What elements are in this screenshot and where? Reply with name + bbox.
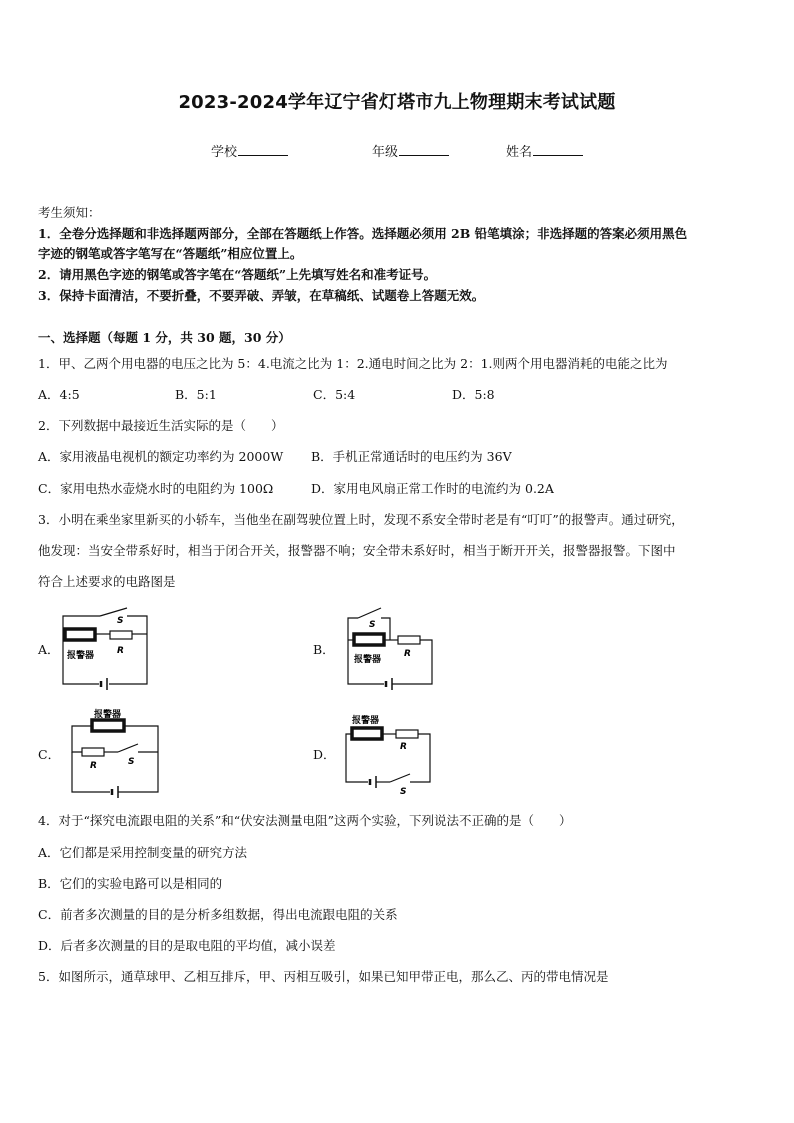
q3-option-a-letter[interactable]: A．: [38, 642, 60, 657]
switch-label-a: S: [117, 616, 124, 626]
q2-option-b[interactable]: B．手机正常通话时的电压约为 36V: [311, 449, 512, 464]
q3-option-d-letter[interactable]: D．: [313, 747, 336, 762]
grade-field: [372, 141, 449, 160]
name-blank[interactable]: [533, 143, 583, 156]
grade-label: 年级: [372, 145, 399, 160]
alarm-label-a: 报警器: [67, 651, 95, 661]
q3-option-c-letter[interactable]: C．: [38, 747, 61, 762]
school-blank[interactable]: [238, 143, 288, 156]
switch-label-d: S: [400, 787, 407, 796]
q1-option-d[interactable]: D．5:8: [452, 387, 495, 402]
q3-stem-line-3: 符合上述要求的电路图是: [38, 574, 176, 589]
notice-item-1: 1．全卷分选择题和非选择题两部分，全部在答题纸上作答。选择题必须用 2B 铅笔填涂；非选择题的答案必须用黑色: [38, 226, 688, 241]
q3-option-b-letter[interactable]: B．: [313, 642, 335, 657]
q4-option-a[interactable]: A．它们都是采用控制变量的研究方法: [38, 845, 248, 860]
resistor-label-a: R: [117, 646, 124, 656]
resistor-r-d: [396, 730, 418, 738]
school-field: [211, 141, 288, 160]
school-label: 学校: [211, 145, 238, 160]
q1-option-b[interactable]: B．5:1: [175, 387, 217, 402]
alarm-label-c: 报警器: [94, 710, 122, 720]
grade-blank[interactable]: [399, 143, 449, 156]
q1-option-a[interactable]: A．4:5: [38, 387, 80, 402]
notice-item-3: 3．保持卡面清洁，不要折叠，不要弄破、弄皱，在草稿纸、试题卷上答题无效。: [38, 288, 485, 303]
q3-stem-line-1: 3．小明在乘坐家里新买的小轿车，当他坐在副驾驶位置上时，发现不系安全带时老是有“叮叮”的报警声。通过研究，: [38, 512, 684, 527]
q2-stem: 2．下列数据中最接近生活实际的是（ ）: [38, 418, 284, 433]
notice-item-2: 2．请用黑色字迹的钢笔或答字笔在“答题纸”上先填写姓名和准考证号。: [38, 267, 437, 282]
switch-label-b: S: [369, 620, 376, 630]
q1-stem: 1．甲、乙两个用电器的电压之比为 5：4.电流之比为 1：2.通电时间之比为 2：1.则两个用电器消耗的电能之比为: [38, 356, 668, 371]
alarm-label-b: 报警器: [354, 655, 382, 665]
alarm-label-d: 报警器: [352, 716, 380, 726]
q1-option-c[interactable]: C．5:4: [313, 387, 356, 402]
switch-label-c: S: [128, 757, 135, 767]
q2-option-a[interactable]: A．家用液晶电视机的额定功率约为 2000W: [38, 449, 284, 464]
page-title: 2023-2024学年辽宁省灯塔市九上物理期末考试试题: [178, 92, 616, 113]
switch-s-a: [100, 608, 127, 616]
notice-item-1-cont: 字迹的钢笔或答字笔写在“答题纸”相应位置上。: [38, 246, 303, 261]
resistor-label-c: R: [90, 761, 97, 771]
q4-stem: 4．对于“探究电流跟电阻的关系”和“伏安法测量电阻”这两个实验，下列说法不正确的是（ ）: [38, 813, 572, 828]
circuit-diagram-b: [340, 604, 440, 690]
resistor-r-c: [82, 748, 104, 756]
circuit-diagram-a: [55, 606, 165, 690]
notice-heading: 考生须知：: [38, 205, 101, 220]
q4-option-b[interactable]: B．它们的实验电路可以是相同的: [38, 876, 223, 891]
alarm-box-c: [92, 720, 124, 731]
circuit-diagram-c: [66, 706, 166, 800]
q2-option-c[interactable]: C．家用电热水壶烧水时的电阻约为 100Ω: [38, 481, 274, 496]
resistor-label-b: R: [404, 649, 411, 659]
q2-option-d[interactable]: D．家用电风扇正常工作时的电流约为 0.2A: [311, 481, 554, 496]
alarm-box-d: [352, 728, 382, 739]
alarm-box-b: [354, 634, 384, 645]
resistor-label-d: R: [400, 742, 407, 752]
name-label: 姓名: [506, 145, 533, 160]
section-heading: 一、选择题（每题 1 分，共 30 题，30 分）: [38, 330, 291, 345]
q4-option-c[interactable]: C．前者多次测量的目的是分析多组数据，得出电流跟电阻的关系: [38, 907, 398, 922]
circuit-diagram-d: [340, 710, 440, 796]
q3-stem-line-2: 他发现：当安全带系好时，相当于闭合开关，报警器不响；安全带未系好时，相当于断开开关，报警器报警。下图中: [38, 543, 676, 558]
name-field: [506, 141, 583, 160]
alarm-box-a: [65, 629, 95, 640]
resistor-r-b: [398, 636, 420, 644]
resistor-r-a: [110, 631, 132, 639]
q5-stem: 5．如图所示，通草球甲、乙相互排斥，甲、丙相互吸引，如果已知甲带正电，那么乙、丙的带电情况是: [38, 969, 609, 984]
q4-option-d[interactable]: D．后者多次测量的目的是取电阻的平均值，减小误差: [38, 938, 336, 953]
